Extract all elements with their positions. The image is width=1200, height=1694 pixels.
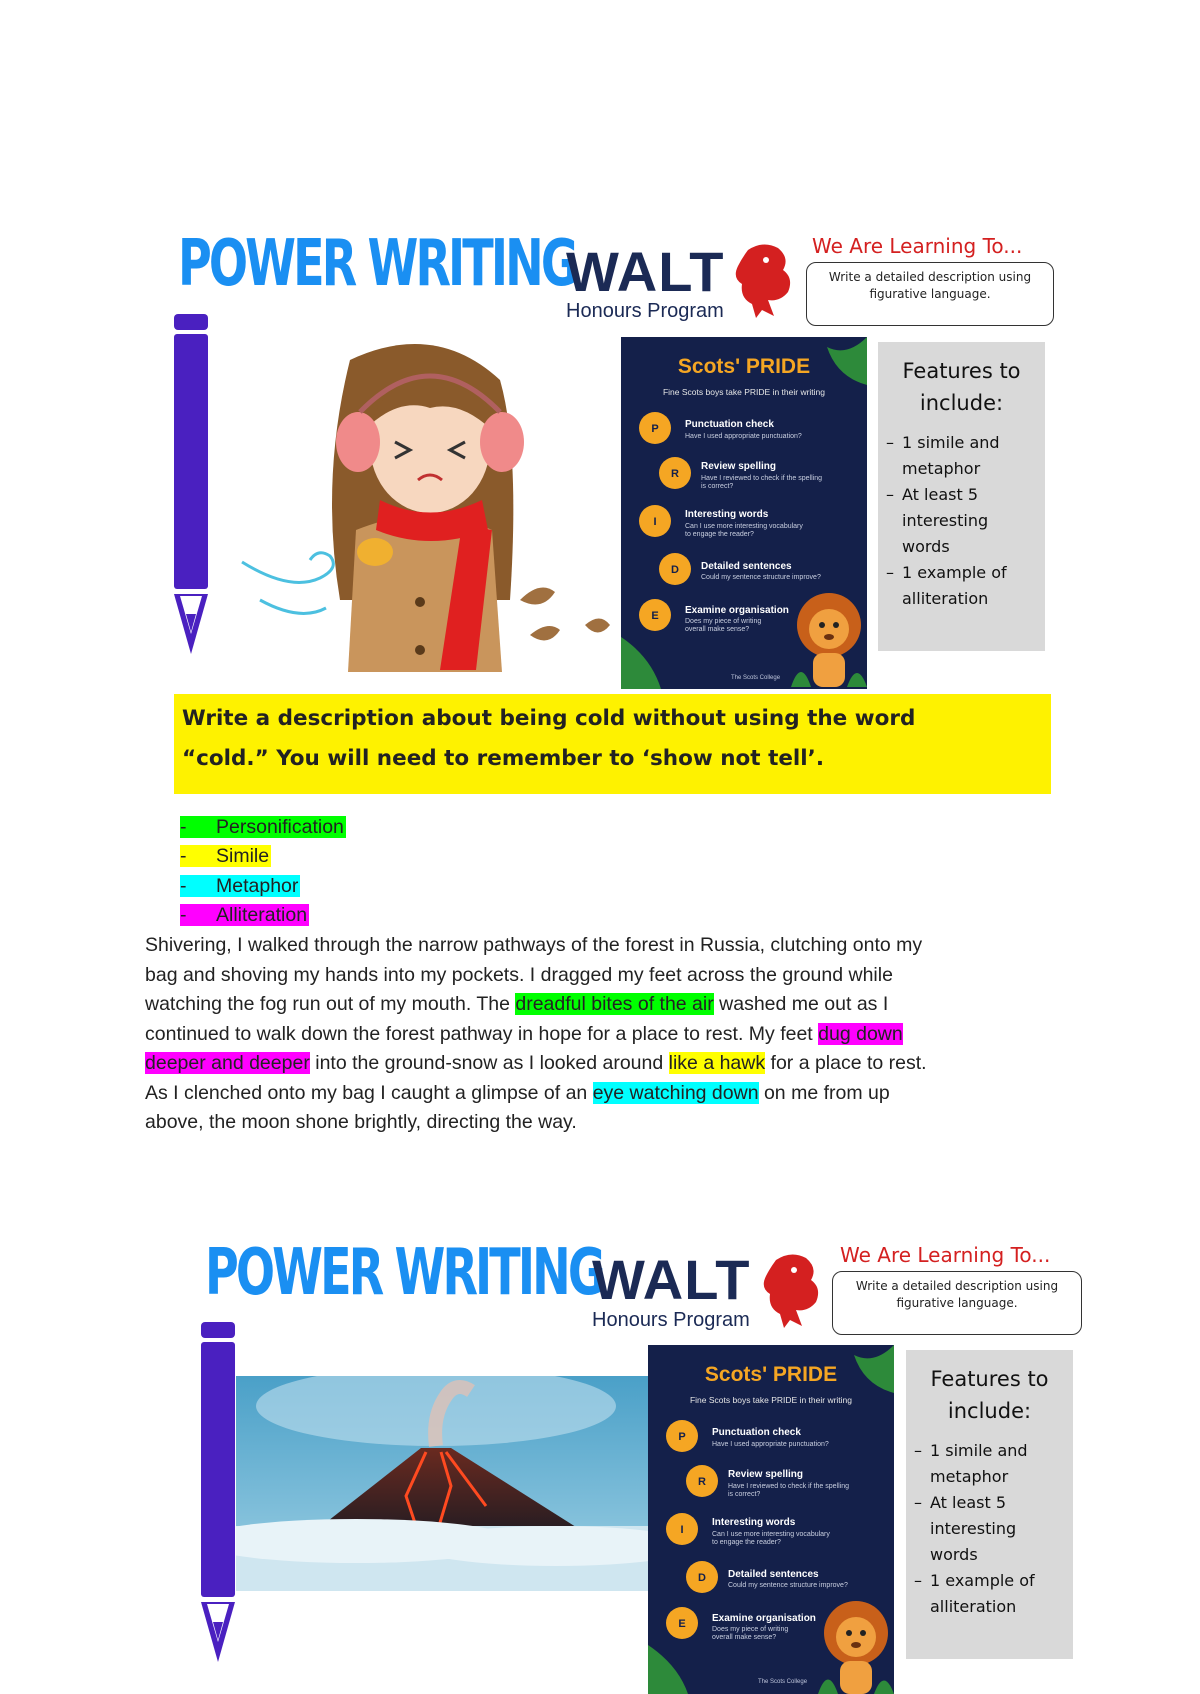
paw-e-icon: E bbox=[639, 599, 671, 631]
paragraph-line: above, the moon shone brightly, directing the way. bbox=[145, 1111, 577, 1133]
features-box bbox=[906, 1350, 1073, 1659]
prompt-line1: Write a description about being cold without using the word bbox=[182, 706, 916, 731]
legend-item-personification: - Personification bbox=[180, 816, 344, 838]
poster-item-desc: Have I used appropriate punctuation? bbox=[712, 1441, 829, 1448]
pencil-icon bbox=[199, 1322, 239, 1682]
alliteration-highlight: deeper and deeper bbox=[145, 1052, 310, 1074]
scots-pride-poster bbox=[648, 1345, 894, 1694]
paragraph-line: deeper and deeper into the ground-snow as I looked around like a hawk for a place to rest. bbox=[145, 1052, 927, 1074]
poster-item-title: Interesting words bbox=[685, 509, 769, 520]
paragraph-line: continued to walk down the forest pathway in hope for a place to rest. My feet dug down bbox=[145, 1022, 903, 1045]
poster-item-title: Detailed sentences bbox=[728, 1569, 819, 1580]
features-heading bbox=[878, 356, 1045, 419]
poster-subtitle: Fine Scots boys take PRIDE in their writing bbox=[689, 1395, 853, 1405]
features-heading-line2: include: bbox=[947, 1398, 1032, 1423]
writing-prompt-box bbox=[174, 694, 1051, 794]
poster-item-desc: Does my piece of writing overall make sense? bbox=[712, 1626, 789, 1642]
paw-p-icon: P bbox=[639, 412, 671, 444]
features-heading-line2: include: bbox=[919, 390, 1004, 415]
poster-title: Scots' PRIDE bbox=[704, 1363, 838, 1386]
features-box bbox=[878, 342, 1045, 651]
poster-footer: The Scots College bbox=[731, 675, 781, 681]
power-writing-title: POWER WRITING bbox=[178, 227, 576, 301]
paragraph-line: bag and shoving my hands into my pockets. I dragged my feet across the ground while bbox=[145, 963, 893, 986]
paw-d-icon: D bbox=[659, 553, 691, 585]
prompt-line2: “cold.” You will need to remember to ‘show not tell’. bbox=[182, 746, 825, 771]
paw-p-icon: P bbox=[666, 1420, 698, 1452]
poster-item-title: Punctuation check bbox=[685, 419, 774, 430]
poster-item-title: Examine organisation bbox=[712, 1613, 816, 1624]
features-item: – 1 simile and metaphor bbox=[914, 1438, 1064, 1490]
poster-item-desc: Could my sentence structure improve? bbox=[701, 574, 821, 581]
legend-item-alliteration: - Alliteration bbox=[180, 904, 308, 926]
walt-logo-text: WALT bbox=[592, 1248, 751, 1311]
walt-heading: We Are Learning To... bbox=[840, 1243, 1051, 1267]
poster-item-title: Review spelling bbox=[728, 1469, 804, 1480]
features-item: – 1 simile and metaphor bbox=[886, 430, 1036, 482]
poster-item-desc: Can I use more interesting vocabulary to engage the reader? bbox=[712, 1531, 830, 1547]
walt-logo-text: WALT bbox=[566, 240, 725, 303]
paragraph-line: Shivering, I walked through the narrow pathways of the forest in Russia, clutching onto my bbox=[145, 934, 923, 956]
poster-subtitle: Fine Scots boys take PRIDE in their writing bbox=[662, 387, 826, 397]
poster-item-desc: Have I reviewed to check if the spelling is correct? bbox=[728, 1483, 850, 1499]
features-heading bbox=[906, 1364, 1073, 1427]
poster-footer: The Scots College bbox=[758, 1679, 808, 1685]
paw-r-icon: R bbox=[686, 1465, 718, 1497]
poster-item-title: Punctuation check bbox=[712, 1427, 801, 1438]
features-heading-line1: Features to bbox=[930, 1367, 1049, 1391]
lion-mascot-icon bbox=[791, 587, 867, 687]
poster-item-title: Review spelling bbox=[701, 461, 777, 472]
paw-d-icon: D bbox=[686, 1561, 718, 1593]
lion-rampant-icon bbox=[728, 240, 798, 320]
pencil-icon bbox=[172, 314, 212, 674]
simile-highlight: like a hawk bbox=[668, 1052, 766, 1074]
paragraph-line: As I clenched onto my bag I caught a glimpse of an eye watching down on me from up bbox=[145, 1081, 890, 1104]
walt-subtitle: Honours Program bbox=[592, 1309, 750, 1331]
features-item: – 1 example of alliteration bbox=[914, 1568, 1064, 1620]
features-list bbox=[886, 430, 1036, 612]
poster-title: Scots' PRIDE bbox=[677, 355, 811, 378]
paw-i-icon: I bbox=[639, 505, 671, 537]
alliteration-highlight: dug down bbox=[818, 1022, 903, 1045]
walt-subtitle: Honours Program bbox=[566, 300, 724, 322]
poster-item-desc: Does my piece of writing overall make sense? bbox=[685, 618, 762, 634]
lion-mascot-icon bbox=[818, 1595, 894, 1694]
features-heading-line1: Features to bbox=[902, 359, 1021, 383]
personification-highlight: dreadful bites of the air bbox=[515, 993, 714, 1015]
paw-e-icon: E bbox=[666, 1607, 698, 1639]
lion-rampant-icon bbox=[756, 1250, 826, 1330]
poster-item-desc: Have I used appropriate punctuation? bbox=[685, 433, 802, 440]
features-item: – At least 5 interesting words bbox=[886, 482, 1036, 560]
leaf-decoration-icon bbox=[648, 1645, 688, 1694]
features-item: – At least 5 interesting words bbox=[914, 1490, 1064, 1568]
poster-item-title: Interesting words bbox=[712, 1517, 796, 1528]
paw-i-icon: I bbox=[666, 1513, 698, 1545]
learning-objective-box: Write a detailed description using figurative language. bbox=[806, 262, 1054, 326]
scots-pride-poster bbox=[621, 337, 867, 689]
poster-item-title: Examine organisation bbox=[685, 605, 789, 616]
walt-heading: We Are Learning To... bbox=[812, 234, 1023, 258]
legend-item-metaphor: - Metaphor bbox=[180, 875, 299, 897]
student-paragraph bbox=[145, 931, 1065, 1138]
volcano-photo bbox=[236, 1376, 648, 1591]
poster-item-title: Detailed sentences bbox=[701, 561, 792, 572]
metaphor-highlight: eye watching down bbox=[592, 1081, 759, 1104]
cold-girl-illustration bbox=[230, 330, 625, 680]
learning-objective-box: Write a detailed description using figurative language. bbox=[832, 1271, 1082, 1335]
paragraph-line: watching the fog run out of my mouth. The dreadful bites of the air washed me out as I bbox=[145, 993, 889, 1015]
paw-r-icon: R bbox=[659, 457, 691, 489]
poster-item-desc: Could my sentence structure improve? bbox=[728, 1582, 848, 1589]
leaf-decoration-icon bbox=[621, 637, 661, 689]
power-writing-title: POWER WRITING bbox=[205, 1236, 603, 1310]
poster-item-desc: Can I use more interesting vocabulary to engage the reader? bbox=[685, 523, 803, 539]
legend-item-simile: - Simile bbox=[180, 845, 270, 867]
features-item: – 1 example of alliteration bbox=[886, 560, 1036, 612]
features-list bbox=[914, 1438, 1064, 1620]
poster-item-desc: Have I reviewed to check if the spelling is correct? bbox=[701, 475, 823, 491]
